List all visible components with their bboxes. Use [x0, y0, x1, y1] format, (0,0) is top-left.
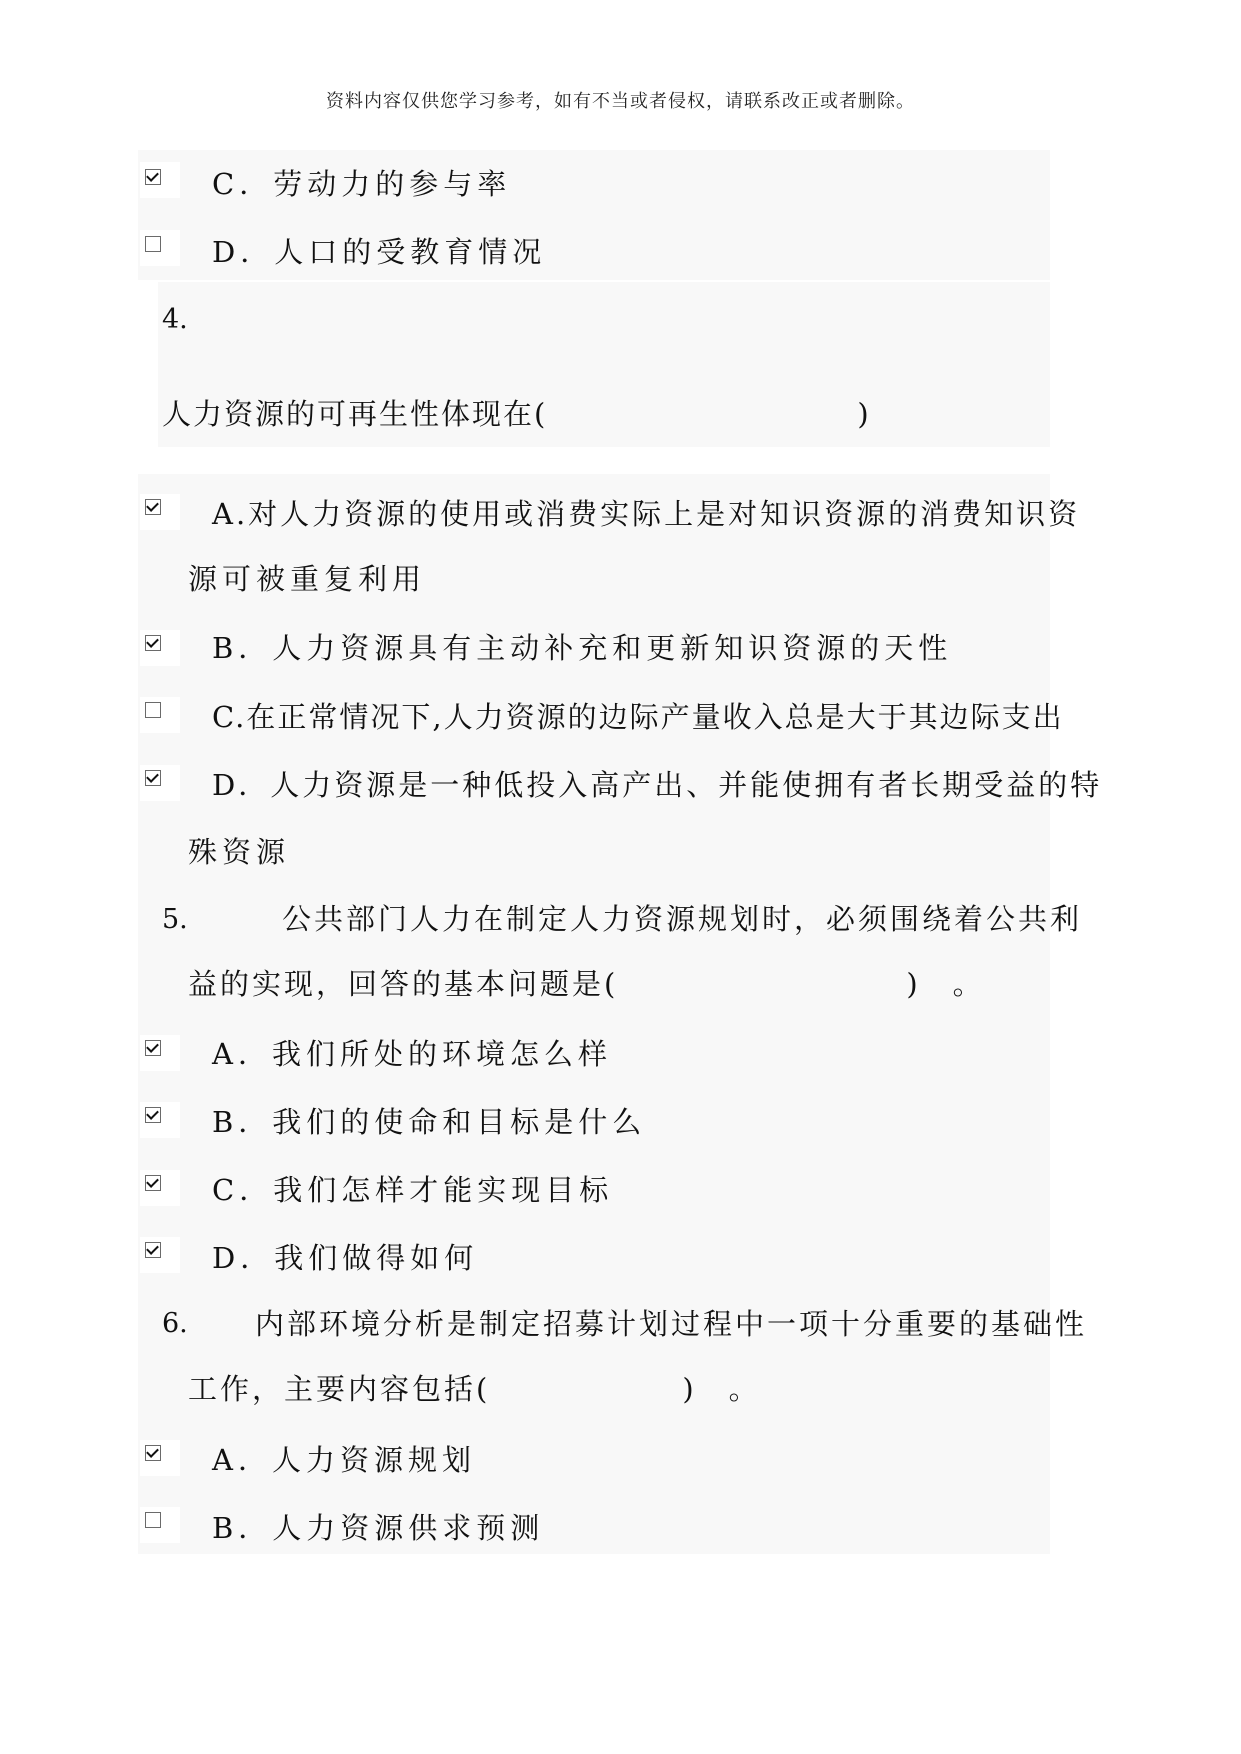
q4-option-c-checkbox[interactable] [145, 702, 161, 718]
q4-stem: 人力资源的可再生性体现在( ) [162, 397, 871, 431]
q4-option-a-line2: 源可被重复利用 [188, 562, 427, 596]
q5-option-c-label: C．我们怎样才能实现目标 [212, 1173, 614, 1207]
q5-option-d-checkbox[interactable] [145, 1242, 161, 1258]
q5-option-b-label: B．我们的使命和目标是什么 [212, 1105, 647, 1139]
q6-number: 6. [162, 1308, 188, 1339]
q4-option-b-label: B．人力资源具有主动补充和更新知识资源的天性 [212, 631, 953, 665]
q6-stem-line1: 内部环境分析是制定招募计划过程中一项十分重要的基础性 [255, 1307, 1088, 1341]
q3-option-d-label: D．人口的受教育情况 [212, 235, 547, 269]
q5-option-d-label: D．我们做得如何 [212, 1241, 479, 1275]
q4-option-d-line2: 殊资源 [188, 835, 291, 869]
q6-option-b-label: B．人力资源供求预测 [212, 1511, 545, 1545]
q6-option-a-label: A．人力资源规划 [212, 1443, 476, 1477]
q6-option-b-checkbox[interactable] [145, 1512, 161, 1528]
q4-option-a-line1: A.对人力资源的使用或消费实际上是对知识资源的消费知识资 [212, 497, 1081, 531]
q5-stem-line2: 益的实现，回答的基本问题是( ) 。 [188, 967, 985, 1001]
q4-option-d-line1: D．人力资源是一种低投入高产出、并能使拥有者长期受益的特 [212, 768, 1103, 802]
q4-number: 4. [162, 304, 188, 335]
q5-option-c-checkbox[interactable] [145, 1175, 161, 1191]
q6-stem-line2: 工作，主要内容包括( ) 。 [188, 1372, 761, 1406]
q3-option-d-checkbox[interactable] [145, 236, 161, 252]
q5-option-b-checkbox[interactable] [145, 1107, 161, 1123]
q5-option-a-label: A．我们所处的环境怎么样 [212, 1037, 612, 1071]
q4-option-b-checkbox[interactable] [145, 635, 161, 651]
q5-stem-line1: 公共部门人力在制定人力资源规划时，必须围绕着公共利 [282, 902, 1083, 936]
document-header: 资料内容仅供您学习参考，如有不当或者侵权，请联系改正或者删除。 [326, 91, 915, 112]
q3-option-c-label: C．劳动力的参与率 [212, 167, 512, 201]
q4-option-c-label: C.在正常情况下,人力资源的边际产量收入总是大于其边际支出 [212, 700, 1064, 734]
q5-option-a-checkbox[interactable] [145, 1040, 161, 1056]
q3-option-c-checkbox[interactable] [145, 169, 161, 185]
q5-number: 5. [162, 904, 188, 935]
q4-option-a-checkbox[interactable] [145, 499, 161, 515]
q6-option-a-checkbox[interactable] [145, 1445, 161, 1461]
q4-option-d-checkbox[interactable] [145, 770, 161, 786]
